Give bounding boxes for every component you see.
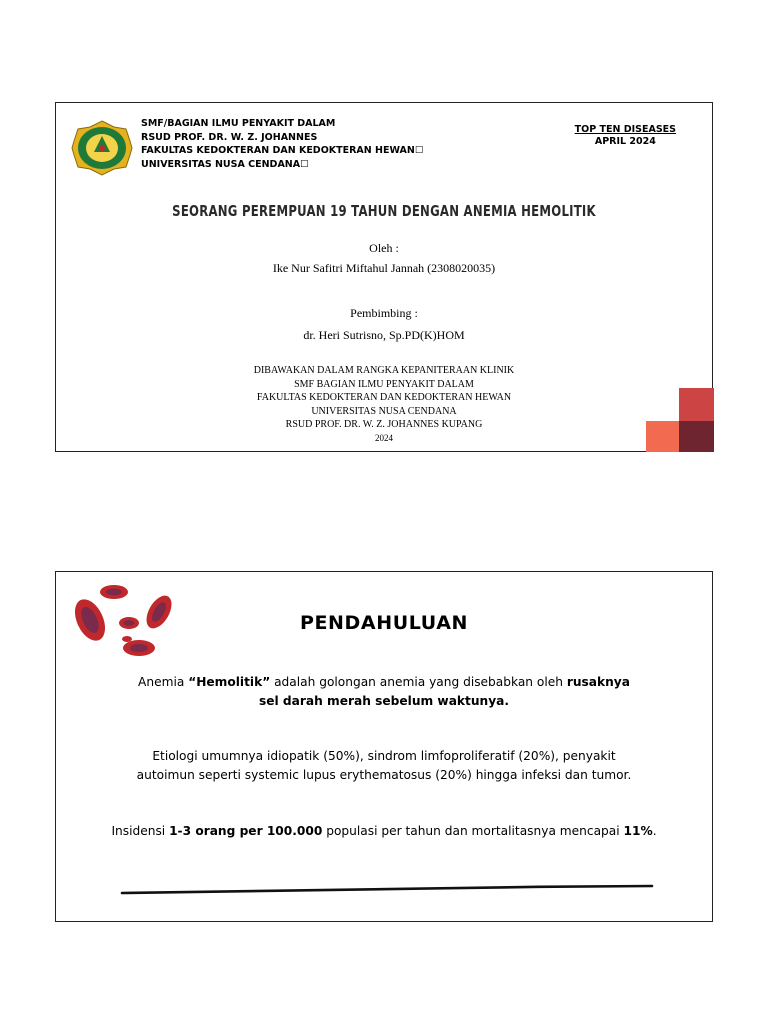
context-line: 2024 bbox=[375, 432, 393, 443]
badge-date: APRIL 2024 bbox=[594, 135, 656, 147]
context-line: DIBAWAKAN DALAM RANGKA KEPANITERAAN KLINIK bbox=[253, 365, 515, 376]
etiology-paragraph: Etiologi umumnya idiopatik (50%), sindrom limfoproliferatif (20%), penyakit autoimun seperti systemic lupus erythematosus (20%) hingga infeksi dan tumor. bbox=[136, 749, 632, 782]
institution-header bbox=[141, 117, 423, 171]
context-line: UNIVERSITAS NUSA CENDANA bbox=[311, 405, 457, 417]
context-line: FAKULTAS KEDOKTERAN DAN KEDOKTERAN HEWAN bbox=[256, 392, 512, 403]
intro-slide bbox=[55, 571, 713, 922]
presentation-title: SEORANG PEREMPUAN 19 TAHUN DENGAN ANEMIA HEMOLITIK bbox=[172, 202, 596, 220]
presentation-context bbox=[56, 364, 712, 445]
definition-paragraph: Anemia “Hemolitik” adalah golongan anemia yang disebabkan oleh rusaknya sel darah merah sebelum waktunya. bbox=[138, 675, 630, 708]
institution-line: FAKULTAS KEDOKTERAN DAN KEDOKTERAN HEWAN☐ bbox=[141, 145, 424, 156]
decor-square-top bbox=[679, 388, 714, 421]
badge-title: TOP TEN DISEASES bbox=[574, 124, 676, 135]
context-line: SMF BAGIAN ILMU PENYAKIT DALAM bbox=[294, 378, 474, 390]
university-logo bbox=[70, 119, 134, 177]
decor-square-left bbox=[646, 421, 679, 452]
red-blood-cell-icon bbox=[122, 636, 132, 642]
top-ten-badge bbox=[575, 124, 676, 147]
institution-line: RSUD PROF. DR. W. Z. JOHANNES bbox=[141, 131, 318, 143]
decorative-divider-line bbox=[116, 882, 656, 896]
red-blood-cell-icon bbox=[100, 585, 128, 599]
context-line: RSUD PROF. DR. W. Z. JOHANNES KUPANG bbox=[285, 419, 483, 430]
title-slide bbox=[55, 102, 713, 452]
supervisor-name: dr. Heri Sutrisno, Sp.PD(K)HOM bbox=[303, 328, 465, 342]
red-blood-cell-icon bbox=[123, 640, 155, 656]
institution-line: UNIVERSITAS NUSA CENDANA☐ bbox=[141, 158, 309, 170]
decor-square-dark bbox=[679, 421, 714, 452]
incidence-paragraph: Insidensi 1-3 orang per 100.000 populasi per tahun dan mortalitasnya mencapai 11%. bbox=[111, 824, 657, 838]
section-heading: PENDAHULUAN bbox=[299, 612, 469, 634]
by-label: Oleh : bbox=[369, 241, 399, 255]
author-name: Ike Nur Safitri Miftahul Jannah (2308020035) bbox=[272, 261, 496, 275]
supervisor-label: Pembimbing : bbox=[350, 306, 418, 320]
institution-line: SMF/BAGIAN ILMU PENYAKIT DALAM bbox=[141, 118, 336, 129]
